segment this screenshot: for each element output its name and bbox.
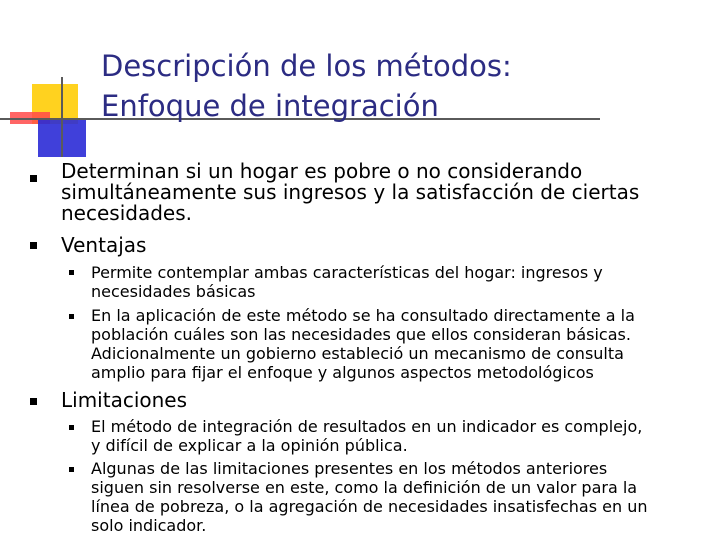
- sub-bullet-line: amplio para fijar el enfoque y algunos aspectos metodológicos: [91, 363, 594, 382]
- bullet-line: simultáneamente sus ingresos y la satisfacción de ciertas: [61, 180, 640, 204]
- sub-bullet-line: solo indicador.: [91, 516, 207, 535]
- sub-bullet-text: [91, 306, 635, 382]
- sub-bullet-text: [91, 263, 603, 301]
- sub-bullet-marker: [69, 467, 74, 472]
- sub-bullet-line: y difícil de explicar a la opinión pública.: [91, 436, 408, 455]
- slide-title: [101, 46, 701, 126]
- sub-bullet-line: Algunas de las limitaciones presentes en los métodos anteriores: [91, 459, 608, 478]
- bullet-marker: [30, 398, 37, 405]
- slide-title-line-1: Descripción de los métodos:: [101, 49, 512, 83]
- bullet-line: Limitaciones: [61, 388, 188, 412]
- sub-bullet-line: Permite contemplar ambas características del hogar: ingresos y: [91, 263, 603, 282]
- sub-bullet-marker: [69, 270, 74, 275]
- sub-bullet-marker: [69, 314, 74, 319]
- bullet-line: Determinan si un hogar es pobre o no considerando: [61, 159, 583, 183]
- sub-bullet-line: población cuáles son las necesidades que ellos consideran básicas.: [91, 325, 631, 344]
- sub-bullet-line: El método de integración de resultados en un indicador es complejo,: [91, 417, 643, 436]
- sub-bullet-line: necesidades básicas: [91, 282, 256, 301]
- bullet-marker: [30, 242, 37, 249]
- bullet-text: [61, 235, 146, 256]
- bullet-marker: [30, 175, 37, 182]
- sub-bullet-line: Adicionalmente un gobierno estableció un mecanismo de consulta: [91, 344, 624, 363]
- bullet-line: Ventajas: [61, 233, 147, 257]
- sub-bullet-line: siguen sin resolverse en este, como la definición de un valor para la: [91, 478, 638, 497]
- sub-bullet-line: línea de pobreza, o la agregación de necesidades insatisfechas en un: [91, 497, 648, 516]
- sub-bullet-text: [91, 459, 648, 535]
- bullet-text: [61, 161, 639, 224]
- sub-bullet-text: [91, 417, 642, 455]
- sub-bullet-line: En la aplicación de este método se ha consultado directamente a la: [91, 306, 635, 325]
- bullet-text: [61, 390, 187, 411]
- slide-title-line-2: Enfoque de integración: [101, 89, 439, 123]
- bullet-line: necesidades.: [61, 201, 192, 225]
- decor-vertical-line: [61, 77, 63, 157]
- sub-bullet-marker: [69, 425, 74, 430]
